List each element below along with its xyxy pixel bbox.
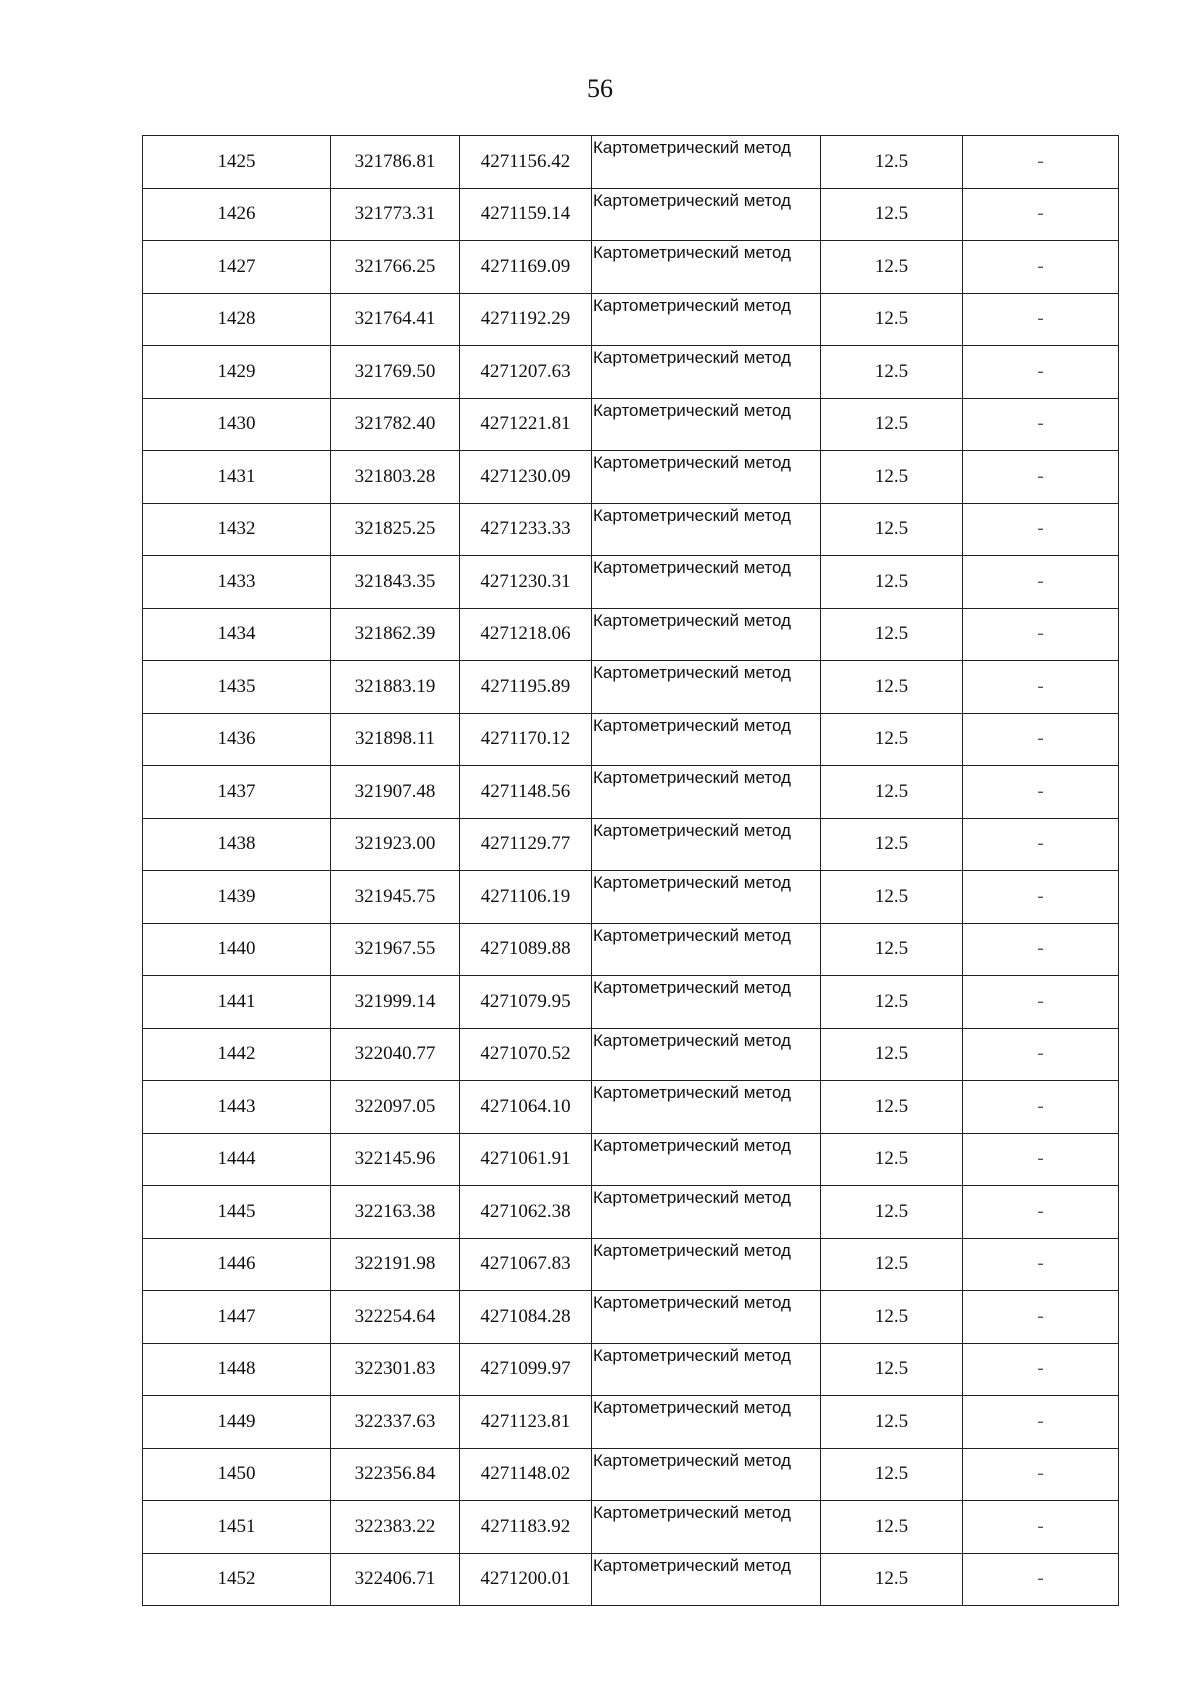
table-row — [143, 661, 1119, 714]
table-row — [143, 818, 1119, 871]
table-row — [143, 1396, 1119, 1449]
point-number-cell: 1432 — [143, 503, 331, 556]
description-cell: - — [963, 1028, 1119, 1081]
point-number-cell: 1431 — [143, 451, 331, 504]
description-cell: - — [963, 766, 1119, 819]
x-coordinate-cell: 321898.11 — [331, 713, 460, 766]
x-coordinate-cell: 322097.05 — [331, 1081, 460, 1134]
x-coordinate-cell: 321999.14 — [331, 976, 460, 1029]
y-coordinate-cell: 4271129.77 — [460, 818, 592, 871]
method-cell: Картометрический метод — [592, 136, 821, 189]
method-cell: Картометрический метод — [592, 188, 821, 241]
accuracy-cell: 12.5 — [821, 713, 963, 766]
y-coordinate-cell: 4271061.91 — [460, 1133, 592, 1186]
accuracy-cell: 12.5 — [821, 1186, 963, 1239]
x-coordinate-cell: 321825.25 — [331, 503, 460, 556]
x-coordinate-cell: 322356.84 — [331, 1448, 460, 1501]
accuracy-cell: 12.5 — [821, 241, 963, 294]
accuracy-cell: 12.5 — [821, 1343, 963, 1396]
x-coordinate-cell: 321967.55 — [331, 923, 460, 976]
description-cell: - — [963, 871, 1119, 924]
x-coordinate-cell: 321843.35 — [331, 556, 460, 609]
accuracy-cell: 12.5 — [821, 188, 963, 241]
method-cell: Картометрический метод — [592, 1343, 821, 1396]
table-row — [143, 1028, 1119, 1081]
page-number: 56 — [587, 74, 613, 103]
description-cell: - — [963, 608, 1119, 661]
description-cell: - — [963, 1448, 1119, 1501]
point-number-cell: 1437 — [143, 766, 331, 819]
x-coordinate-cell: 321862.39 — [331, 608, 460, 661]
accuracy-cell: 12.5 — [821, 451, 963, 504]
description-cell: - — [963, 398, 1119, 451]
accuracy-cell: 12.5 — [821, 818, 963, 871]
table-row — [143, 451, 1119, 504]
x-coordinate-cell: 321786.81 — [331, 136, 460, 189]
point-number-cell: 1448 — [143, 1343, 331, 1396]
x-coordinate-cell: 322191.98 — [331, 1238, 460, 1291]
table-row — [143, 1343, 1119, 1396]
method-cell: Картометрический метод — [592, 871, 821, 924]
accuracy-cell: 12.5 — [821, 1448, 963, 1501]
y-coordinate-cell: 4271233.33 — [460, 503, 592, 556]
x-coordinate-cell: 321923.00 — [331, 818, 460, 871]
point-number-cell: 1442 — [143, 1028, 331, 1081]
description-cell: - — [963, 1133, 1119, 1186]
y-coordinate-cell: 4271084.28 — [460, 1291, 592, 1344]
x-coordinate-cell: 321764.41 — [331, 293, 460, 346]
description-cell: - — [963, 293, 1119, 346]
point-number-cell: 1435 — [143, 661, 331, 714]
point-number-cell: 1434 — [143, 608, 331, 661]
method-cell: Картометрический метод — [592, 293, 821, 346]
table-row — [143, 1081, 1119, 1134]
accuracy-cell: 12.5 — [821, 136, 963, 189]
y-coordinate-cell: 4271062.38 — [460, 1186, 592, 1239]
accuracy-cell: 12.5 — [821, 1238, 963, 1291]
table-row — [143, 188, 1119, 241]
method-cell: Картометрический метод — [592, 398, 821, 451]
table-row — [143, 1186, 1119, 1239]
description-cell: - — [963, 1553, 1119, 1606]
description-cell: - — [963, 136, 1119, 189]
point-number-cell: 1426 — [143, 188, 331, 241]
table-row — [143, 871, 1119, 924]
y-coordinate-cell: 4271170.12 — [460, 713, 592, 766]
description-cell: - — [963, 976, 1119, 1029]
x-coordinate-cell: 321907.48 — [331, 766, 460, 819]
point-number-cell: 1444 — [143, 1133, 331, 1186]
y-coordinate-cell: 4271123.81 — [460, 1396, 592, 1449]
accuracy-cell: 12.5 — [821, 293, 963, 346]
accuracy-cell: 12.5 — [821, 556, 963, 609]
y-coordinate-cell: 4271195.89 — [460, 661, 592, 714]
table-body — [143, 136, 1119, 1606]
y-coordinate-cell: 4271070.52 — [460, 1028, 592, 1081]
description-cell: - — [963, 1291, 1119, 1344]
y-coordinate-cell: 4271156.42 — [460, 136, 592, 189]
point-number-cell: 1452 — [143, 1553, 331, 1606]
table-row — [143, 713, 1119, 766]
y-coordinate-cell: 4271064.10 — [460, 1081, 592, 1134]
table-row — [143, 398, 1119, 451]
accuracy-cell: 12.5 — [821, 608, 963, 661]
accuracy-cell: 12.5 — [821, 1081, 963, 1134]
method-cell: Картометрический метод — [592, 1133, 821, 1186]
point-number-cell: 1441 — [143, 976, 331, 1029]
description-cell: - — [963, 818, 1119, 871]
y-coordinate-cell: 4271221.81 — [460, 398, 592, 451]
accuracy-cell: 12.5 — [821, 976, 963, 1029]
y-coordinate-cell: 4271169.09 — [460, 241, 592, 294]
x-coordinate-cell: 321782.40 — [331, 398, 460, 451]
method-cell: Картометрический метод — [592, 713, 821, 766]
description-cell: - — [963, 241, 1119, 294]
method-cell: Картометрический метод — [592, 556, 821, 609]
description-cell: - — [963, 451, 1119, 504]
point-number-cell: 1427 — [143, 241, 331, 294]
point-number-cell: 1436 — [143, 713, 331, 766]
point-number-cell: 1430 — [143, 398, 331, 451]
point-number-cell: 1451 — [143, 1501, 331, 1554]
y-coordinate-cell: 4271192.29 — [460, 293, 592, 346]
description-cell: - — [963, 1238, 1119, 1291]
table-row — [143, 503, 1119, 556]
method-cell: Картометрический метод — [592, 1501, 821, 1554]
y-coordinate-cell: 4271207.63 — [460, 346, 592, 399]
method-cell: Картометрический метод — [592, 241, 821, 294]
table-row — [143, 1501, 1119, 1554]
point-number-cell: 1440 — [143, 923, 331, 976]
method-cell: Картометрический метод — [592, 1448, 821, 1501]
point-number-cell: 1439 — [143, 871, 331, 924]
point-number-cell: 1425 — [143, 136, 331, 189]
description-cell: - — [963, 503, 1119, 556]
y-coordinate-cell: 4271230.09 — [460, 451, 592, 504]
point-number-cell: 1438 — [143, 818, 331, 871]
x-coordinate-cell: 322254.64 — [331, 1291, 460, 1344]
description-cell: - — [963, 1501, 1119, 1554]
description-cell: - — [963, 1081, 1119, 1134]
table-row — [143, 293, 1119, 346]
table-row — [143, 1553, 1119, 1606]
accuracy-cell: 12.5 — [821, 871, 963, 924]
x-coordinate-cell: 322383.22 — [331, 1501, 460, 1554]
y-coordinate-cell: 4271200.01 — [460, 1553, 592, 1606]
x-coordinate-cell: 322301.83 — [331, 1343, 460, 1396]
accuracy-cell: 12.5 — [821, 1396, 963, 1449]
y-coordinate-cell: 4271099.97 — [460, 1343, 592, 1396]
x-coordinate-cell: 321769.50 — [331, 346, 460, 399]
description-cell: - — [963, 923, 1119, 976]
method-cell: Картометрический метод — [592, 503, 821, 556]
accuracy-cell: 12.5 — [821, 923, 963, 976]
table-row — [143, 608, 1119, 661]
y-coordinate-cell: 4271183.92 — [460, 1501, 592, 1554]
coordinates-table — [142, 135, 1119, 1606]
y-coordinate-cell: 4271106.19 — [460, 871, 592, 924]
table-row — [143, 241, 1119, 294]
accuracy-cell: 12.5 — [821, 398, 963, 451]
y-coordinate-cell: 4271218.06 — [460, 608, 592, 661]
method-cell: Картометрический метод — [592, 451, 821, 504]
method-cell: Картометрический метод — [592, 346, 821, 399]
table-row — [143, 1133, 1119, 1186]
x-coordinate-cell: 321773.31 — [331, 188, 460, 241]
method-cell: Картометрический метод — [592, 1291, 821, 1344]
x-coordinate-cell: 322337.63 — [331, 1396, 460, 1449]
y-coordinate-cell: 4271079.95 — [460, 976, 592, 1029]
point-number-cell: 1446 — [143, 1238, 331, 1291]
method-cell: Картометрический метод — [592, 661, 821, 714]
y-coordinate-cell: 4271089.88 — [460, 923, 592, 976]
y-coordinate-cell: 4271159.14 — [460, 188, 592, 241]
accuracy-cell: 12.5 — [821, 766, 963, 819]
x-coordinate-cell: 322145.96 — [331, 1133, 460, 1186]
method-cell: Картометрический метод — [592, 1238, 821, 1291]
table-row — [143, 1448, 1119, 1501]
x-coordinate-cell: 322040.77 — [331, 1028, 460, 1081]
method-cell: Картометрический метод — [592, 923, 821, 976]
method-cell: Картометрический метод — [592, 1553, 821, 1606]
point-number-cell: 1433 — [143, 556, 331, 609]
description-cell: - — [963, 661, 1119, 714]
y-coordinate-cell: 4271148.02 — [460, 1448, 592, 1501]
table-row — [143, 976, 1119, 1029]
accuracy-cell: 12.5 — [821, 1291, 963, 1344]
method-cell: Картометрический метод — [592, 976, 821, 1029]
point-number-cell: 1445 — [143, 1186, 331, 1239]
method-cell: Картометрический метод — [592, 766, 821, 819]
description-cell: - — [963, 1186, 1119, 1239]
table-row — [143, 136, 1119, 189]
method-cell: Картометрический метод — [592, 1081, 821, 1134]
description-cell: - — [963, 713, 1119, 766]
accuracy-cell: 12.5 — [821, 346, 963, 399]
accuracy-cell: 12.5 — [821, 503, 963, 556]
description-cell: - — [963, 346, 1119, 399]
accuracy-cell: 12.5 — [821, 1501, 963, 1554]
method-cell: Картометрический метод — [592, 818, 821, 871]
x-coordinate-cell: 321883.19 — [331, 661, 460, 714]
y-coordinate-cell: 4271230.31 — [460, 556, 592, 609]
description-cell: - — [963, 556, 1119, 609]
point-number-cell: 1443 — [143, 1081, 331, 1134]
point-number-cell: 1428 — [143, 293, 331, 346]
table-row — [143, 556, 1119, 609]
x-coordinate-cell: 321945.75 — [331, 871, 460, 924]
table-row — [143, 1238, 1119, 1291]
method-cell: Картометрический метод — [592, 608, 821, 661]
accuracy-cell: 12.5 — [821, 1028, 963, 1081]
table-row — [143, 766, 1119, 819]
description-cell: - — [963, 188, 1119, 241]
point-number-cell: 1450 — [143, 1448, 331, 1501]
table-row — [143, 346, 1119, 399]
table-row — [143, 1291, 1119, 1344]
method-cell: Картометрический метод — [592, 1028, 821, 1081]
accuracy-cell: 12.5 — [821, 1133, 963, 1186]
accuracy-cell: 12.5 — [821, 1553, 963, 1606]
y-coordinate-cell: 4271067.83 — [460, 1238, 592, 1291]
method-cell: Картометрический метод — [592, 1186, 821, 1239]
x-coordinate-cell: 322406.71 — [331, 1553, 460, 1606]
description-cell: - — [963, 1396, 1119, 1449]
table-row — [143, 923, 1119, 976]
x-coordinate-cell: 322163.38 — [331, 1186, 460, 1239]
point-number-cell: 1429 — [143, 346, 331, 399]
point-number-cell: 1449 — [143, 1396, 331, 1449]
accuracy-cell: 12.5 — [821, 661, 963, 714]
description-cell: - — [963, 1343, 1119, 1396]
x-coordinate-cell: 321803.28 — [331, 451, 460, 504]
x-coordinate-cell: 321766.25 — [331, 241, 460, 294]
method-cell: Картометрический метод — [592, 1396, 821, 1449]
y-coordinate-cell: 4271148.56 — [460, 766, 592, 819]
point-number-cell: 1447 — [143, 1291, 331, 1344]
